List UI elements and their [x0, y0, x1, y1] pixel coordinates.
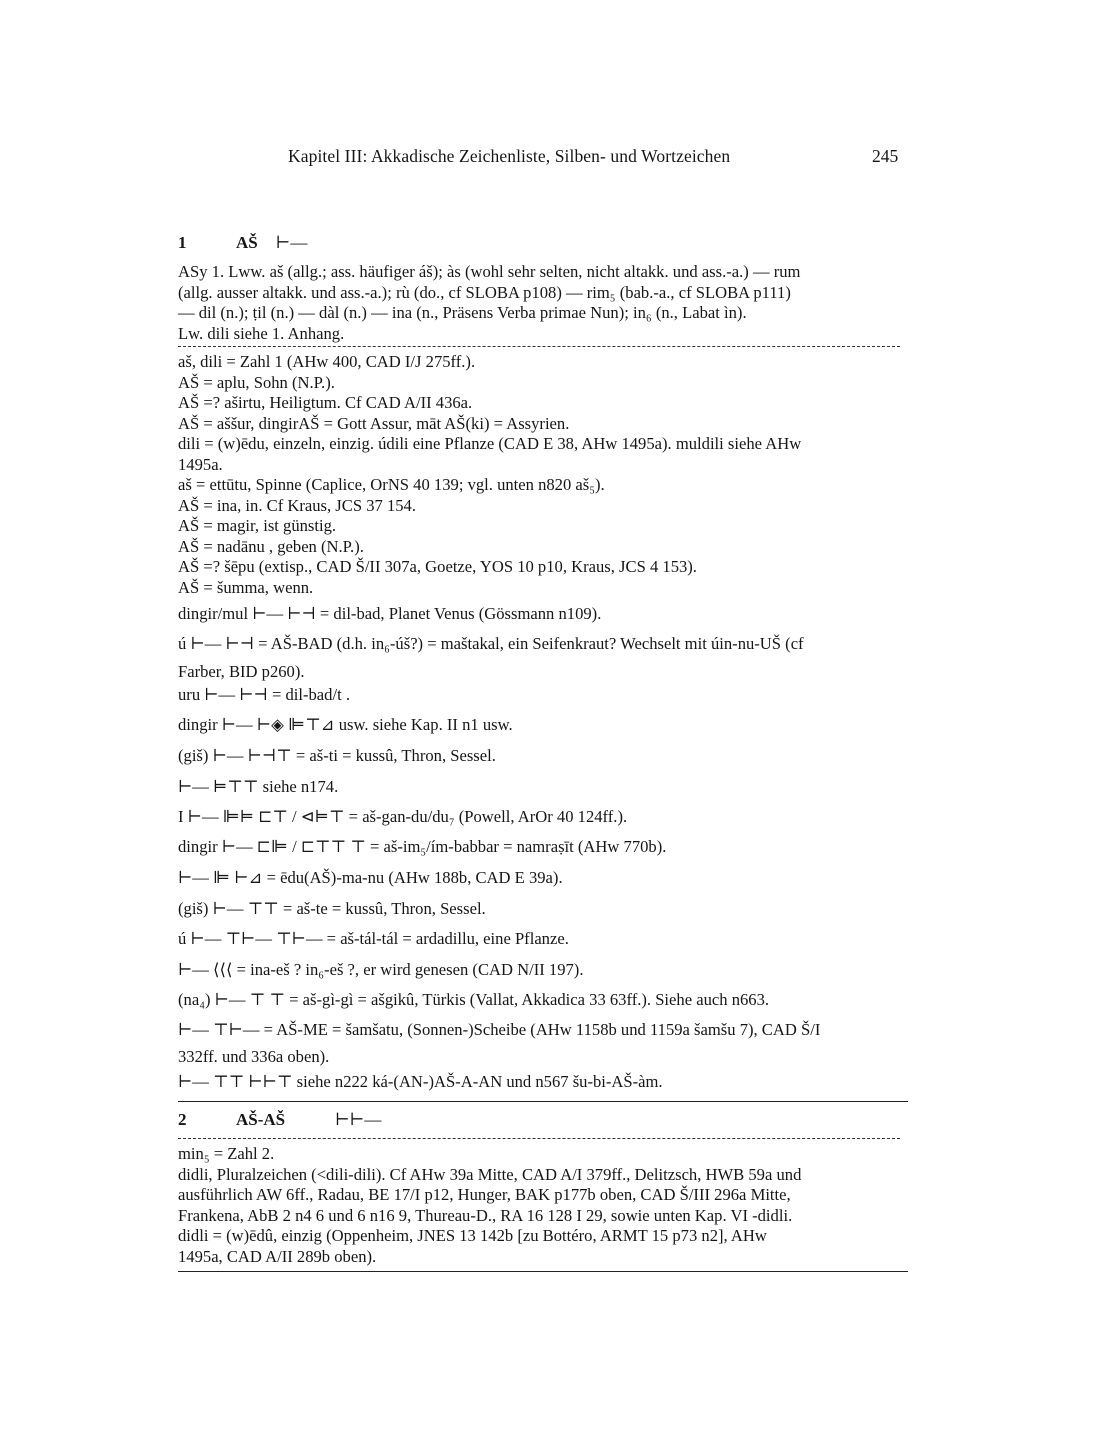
dashed-divider	[178, 1138, 900, 1139]
page-number: 245	[872, 146, 899, 166]
running-title: Kapitel III: Akkadische Zeichenliste, Silben- und Wortzeichen	[288, 146, 731, 166]
intro-line: (allg. ausser altakk. und ass.-a.); rù (do., cf SLOBA p108) — rim₅ (bab.-a., cf SLOBA p111)	[178, 282, 791, 302]
cuneiform-sign-icon: ⊢—	[275, 233, 308, 252]
word-line: AŠ = ina, in. Cf Kraus, JCS 37 154.	[178, 495, 416, 515]
entry-2-line: min₅ = Zahl 2.	[178, 1144, 275, 1163]
compound-line: dingir ⊢— ⊏⊫ / ⊏⊤⊤ ⊤ = aš-im₅/ím-babbar = namraṣīt (AHw 770b).	[178, 837, 667, 856]
word-line: aš, dili = Zahl 1 (AHw 400, CAD I/J 275ff.).	[178, 352, 476, 371]
dashed-divider	[178, 346, 900, 347]
compound-line: ú ⊢— ⊤⊢— ⊤⊢— = aš-tál-tál = ardadillu, eine Pflanze.	[178, 929, 569, 948]
entry-2-line: Frankena, AbB 2 n4 6 und 6 n16 9, Thureau-D., RA 16 128 I 29, sowie unten Kap. VI -didli.	[178, 1205, 793, 1225]
compound-line: uru ⊢— ⊢⊣ = dil-bad/t .	[178, 685, 350, 704]
compound-line: dingir ⊢— ⊢◈ ⊫⊤⊿ usw. siehe Kap. II n1 usw.	[178, 715, 513, 734]
intro-line: ASy 1. Lww. aš (allg.; ass. häufiger áš); às (wohl sehr selten, nicht altakk. und ass.-a.) — rum	[178, 262, 801, 281]
cuneiform-sign-icon: ⊢⊢—	[335, 1110, 382, 1129]
entry-end-rule	[178, 1271, 908, 1272]
word-line: AŠ =? aširtu, Heiligtum. Cf CAD A/II 436a.	[178, 393, 473, 412]
compound-line: 332ff. und 336a oben).	[178, 1047, 330, 1066]
intro-line: — dil (n.); ṭil (n.) — dàl (n.) — ina (n., Präsens Verba primae Nun); in₆ (n., Labat ìn).	[178, 303, 747, 323]
compound-line: ⊢— ⊨⊤⊤ siehe n174.	[178, 777, 339, 796]
entry-separator	[178, 1101, 908, 1102]
entry-1-intro	[178, 262, 913, 344]
compound-line: (giš) ⊢— ⊤⊤ = aš-te = kussû, Thron, Sessel.	[178, 899, 486, 918]
compound-line: ⊢— ⟨⟨⟨ = ina-eš ? in₆-eš ?, er wird genesen (CAD N/II 197).	[178, 960, 584, 979]
entry-1-heading	[178, 233, 307, 253]
entry-name: AŠ	[236, 233, 258, 252]
compound-line: dingir/mul ⊢— ⊢⊣ = dil-bad, Planet Venus (Gössmann n109).	[178, 604, 602, 623]
compound-line: ⊢— ⊫ ⊢⊿ = ēdu(AŠ)-ma-nu (AHw 188b, CAD E 39a).	[178, 868, 563, 887]
word-line: AŠ = aššur, dingirAŠ = Gott Assur, māt AŠ(ki) = Assyrien.	[178, 413, 570, 433]
entry-number: 2	[178, 1110, 187, 1129]
entry-2-line: didli = (w)ēdû, einzig (Oppenheim, JNES 13 142b [zu Bottéro, ARMT 15 p73 n2], AHw	[178, 1226, 767, 1246]
entry-number: 1	[178, 233, 187, 252]
word-line: AŠ = aplu, Sohn (N.P.).	[178, 372, 335, 392]
entry-2-line: ausführlich AW 6ff., Radau, BE 17/I p12, Hunger, BAK p177b oben, CAD Š/III 296a Mitte,	[178, 1185, 791, 1205]
compound-line: (giš) ⊢— ⊢⊣⊤ = aš-ti = kussû, Thron, Sessel.	[178, 746, 496, 765]
entry-1-word-list	[178, 352, 913, 598]
word-line: dili = (w)ēdu, einzeln, einzig. údili eine Pflanze (CAD E 38, AHw 1495a). muldili siehe AHw	[178, 434, 802, 453]
word-line: AŠ = šumma, wenn.	[178, 577, 314, 597]
entry-2-line: didli, Pluralzeichen (<dili-dili). Cf AHw 39a Mitte, CAD A/I 379ff., Delitzsch, HWB 59a und	[178, 1164, 802, 1184]
entry-2-body	[178, 1144, 913, 1268]
compound-line: ⊢— ⊤⊤ ⊢⊢⊤ siehe n222 ká-(AN-)AŠ-A-AN und n567 šu-bi-AŠ-àm.	[178, 1072, 663, 1091]
compound-line: (na₄) ⊢— ⊤ ⊤ = aš-gì-gì = ašgikû, Türkis (Vallat, Akkadica 33 63ff.). Siehe auch n663.	[178, 990, 770, 1009]
word-line: AŠ =? šēpu (extisp., CAD Š/II 307a, Goetze, YOS 10 p10, Kraus, JCS 4 153).	[178, 557, 697, 576]
word-line: AŠ = magir, ist günstig.	[178, 516, 337, 535]
compound-line: Farber, BID p260).	[178, 662, 305, 681]
compound-line: ú ⊢— ⊢⊣ = AŠ-BAD (d.h. in₆-úš?) = maštakal, ein Seifenkraut? Wechselt mit úin-nu-UŠ (cf	[178, 634, 804, 653]
word-line: AŠ = nadānu , geben (N.P.).	[178, 536, 364, 556]
entry-2-line: 1495a, CAD A/II 289b oben).	[178, 1246, 377, 1266]
compound-line: I ⊢— ⊫⊨ ⊏⊤ / ⊲⊨⊤ = aš-gan-du/du₇ (Powell, ArOr 40 124ff.).	[178, 807, 628, 826]
intro-line: Lw. dili siehe 1. Anhang.	[178, 323, 345, 343]
entry-2-heading	[178, 1110, 381, 1130]
word-line: aš = ettūtu, Spinne (Caplice, OrNS 40 139; vgl. unten n820 aš₅).	[178, 475, 605, 494]
compound-line: ⊢— ⊤⊢— = AŠ-ME = šamšatu, (Sonnen-)Scheibe (AHw 1158b und 1159a šamšu 7), CAD Š/I	[178, 1020, 821, 1039]
entry-name: AŠ-AŠ	[236, 1110, 286, 1129]
word-line: 1495a.	[178, 454, 223, 474]
